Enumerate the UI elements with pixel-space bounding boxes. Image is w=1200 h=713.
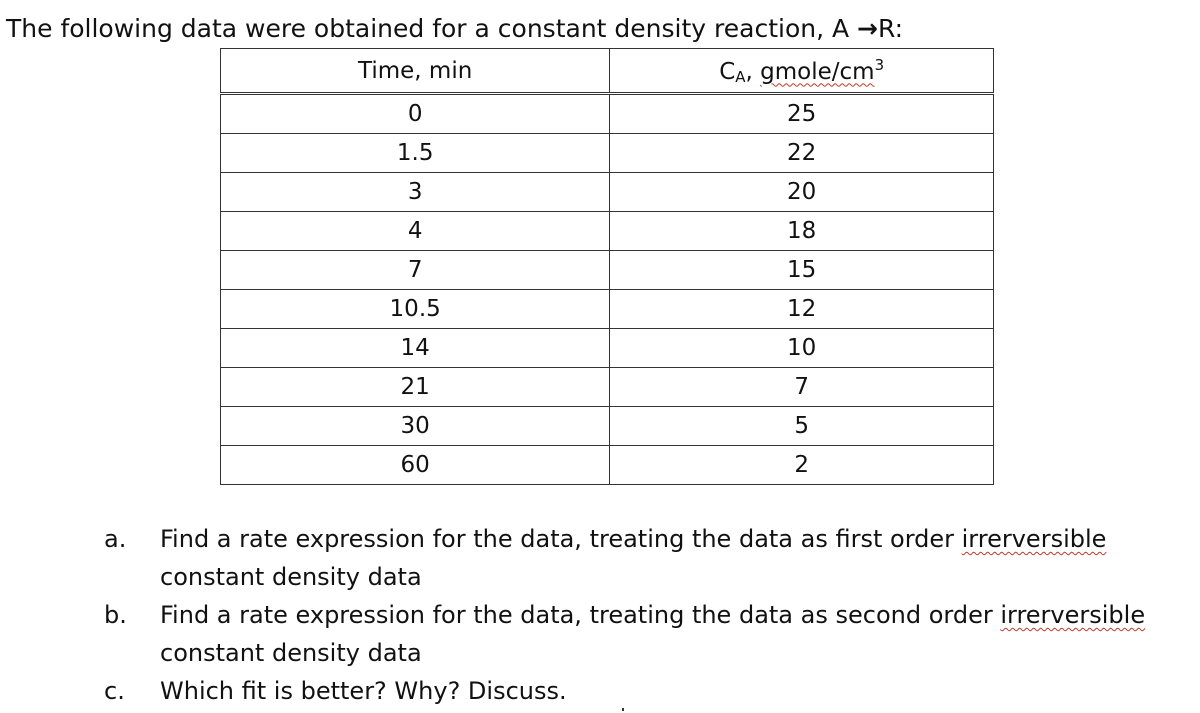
time-cell: 10.5 [221, 290, 610, 329]
conc-cell: 12 [610, 290, 994, 329]
table-row [221, 212, 994, 251]
conc-cell: 5 [610, 407, 994, 446]
conc-unit-prefix: , [745, 58, 761, 85]
conc-cell: 7 [610, 368, 994, 407]
time-cell: 1.5 [221, 134, 610, 173]
conc-cell: 25 [610, 94, 994, 134]
conc-cell: 18 [610, 212, 994, 251]
table-row [221, 134, 994, 173]
conc-symbol: C [719, 58, 736, 85]
flagged-word: irrerversible [1000, 601, 1146, 629]
question-text-continuation: constant density data [160, 563, 422, 591]
time-cell: 14 [221, 329, 610, 368]
question-marker: c. [104, 677, 125, 705]
question-text [160, 596, 1200, 634]
question-marker: b. [104, 601, 127, 629]
table-row [221, 290, 994, 329]
table-row [221, 407, 994, 446]
table-row [221, 368, 994, 407]
time-cell: 3 [221, 173, 610, 212]
conc-cell: 20 [610, 173, 994, 212]
question-marker: a. [104, 525, 127, 553]
intro-text: The following data were obtained for a constant density reaction, A [6, 14, 858, 43]
table-row [221, 94, 994, 134]
question-list [0, 520, 1200, 710]
question-text-continuation: constant density data [160, 639, 422, 667]
time-cell: 60 [221, 446, 610, 485]
question-text-start: Find a rate expression for the data, treating the data as second order [160, 601, 1001, 629]
question-text: Which fit is better? Why? Discuss. [160, 677, 567, 705]
text-cursor-icon [622, 708, 624, 711]
question-item [0, 672, 1200, 710]
time-column-header: Time, min [221, 49, 610, 94]
concentration-column-header [610, 49, 994, 94]
time-cell: 0 [221, 94, 610, 134]
table-row [221, 173, 994, 212]
conc-cell: 10 [610, 329, 994, 368]
conc-cell: 2 [610, 446, 994, 485]
table-header-row [221, 49, 994, 94]
conc-cell: 15 [610, 251, 994, 290]
table-row [221, 329, 994, 368]
question-item [0, 520, 1200, 596]
time-cell: 21 [221, 368, 610, 407]
table-row [221, 251, 994, 290]
time-cell: 4 [221, 212, 610, 251]
problem-intro [6, 13, 903, 45]
time-cell: 30 [221, 407, 610, 446]
data-table [220, 48, 994, 485]
intro-suffix: R: [877, 14, 904, 43]
table-row [221, 446, 994, 485]
conc-superscript: 3 [874, 55, 885, 74]
question-text [160, 520, 1200, 558]
flagged-word: irrerversible [961, 525, 1107, 553]
conc-unit: gmole/cm [760, 58, 875, 85]
time-cell: 7 [221, 251, 610, 290]
conc-cell: 22 [610, 134, 994, 173]
conc-subscript: A [735, 67, 746, 86]
reaction-arrow-icon: → [857, 14, 878, 43]
question-item [0, 596, 1200, 672]
question-text-start: Find a rate expression for the data, treating the data as first order [160, 525, 962, 553]
